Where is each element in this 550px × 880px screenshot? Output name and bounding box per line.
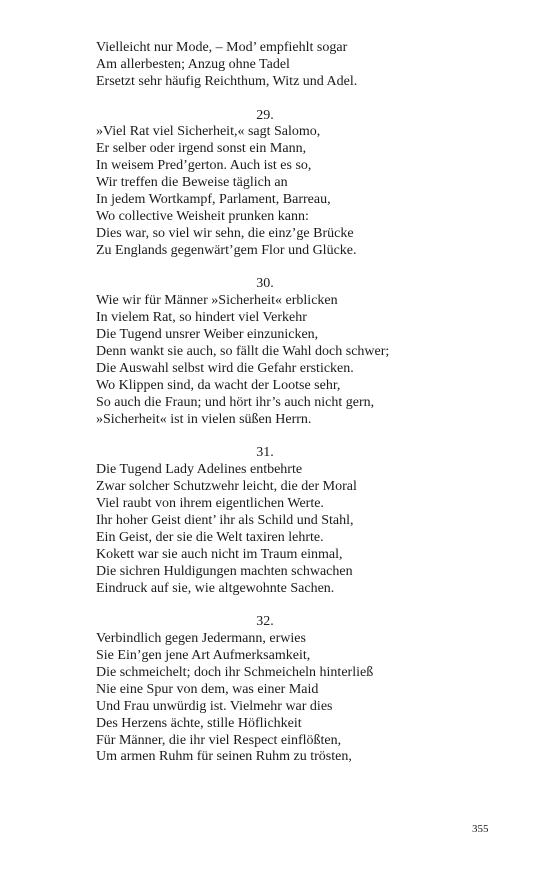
stanza-29 — [96, 108, 456, 260]
poem-line: Kokett war sie auch nicht im Traum einmal, — [96, 546, 343, 562]
poem-line: Die Tugend unsrer Weiber einzunicken, — [96, 327, 319, 343]
poem-line: Die schmeichelt; doch ihr Schmeicheln hinterließ — [96, 664, 374, 680]
stanza-32 — [96, 614, 456, 766]
poem-line: Des Herzens ächte, stille Höflichkeit — [96, 715, 302, 731]
stanza-number: 29. — [256, 107, 274, 123]
poem-line: Ein Geist, der sie die Welt taxiren lehrte. — [96, 529, 324, 545]
poem-line: »Viel Rat viel Sicherheit,« sagt Salomo, — [96, 124, 321, 140]
stanza-number: 30. — [256, 276, 274, 292]
poem-line: Die sichren Huldigungen machten schwachen — [96, 563, 353, 579]
poem-line: Wo Klippen sind, da wacht der Lootse sehr, — [96, 377, 341, 393]
stanza-31 — [96, 445, 456, 597]
poem-line: Nie eine Spur von dem, was einer Maid — [96, 681, 319, 697]
poem-line: Und Frau unwürdig ist. Vielmehr war dies — [96, 698, 333, 714]
poem-line: In jedem Wortkampf, Parlament, Barreau, — [96, 192, 331, 208]
poem-line: Für Männer, die ihr viel Respect einflößten, — [96, 732, 342, 748]
poem-line: Vielleicht nur Mode, – Mod’ empfiehlt sogar — [96, 40, 348, 55]
poem-page — [96, 40, 456, 766]
poem-line: Zwar solcher Schutzwehr leicht, die der Moral — [96, 479, 357, 495]
poem-line: Die Tugend Lady Adelines entbehrte — [96, 462, 303, 478]
poem-line: Wir treffen die Beweise täglich an — [96, 175, 288, 191]
poem-line: »Sicherheit« ist in vielen süßen Herrn. — [96, 411, 312, 427]
poem-line: Wie wir für Männer »Sicherheit« erblicken — [96, 293, 338, 309]
stanza-30 — [96, 276, 456, 428]
poem-line: Denn wankt sie auch, so fällt die Wahl doch schwer; — [96, 344, 390, 360]
poem-line: Um armen Ruhm für seinen Ruhm zu trösten, — [96, 749, 352, 765]
poem-line: Er selber oder irgend sonst ein Mann, — [96, 141, 307, 157]
stanza-number: 32. — [256, 614, 274, 630]
poem-line: Am allerbesten; Anzug ohne Tadel — [96, 56, 290, 72]
stanza-number: 31. — [256, 445, 274, 461]
poem-line: So auch die Fraun; und hört ihr’s auch nicht gern, — [96, 394, 375, 410]
poem-line: Ihr hoher Geist dient’ ihr als Schild und Stahl, — [96, 512, 354, 528]
poem-line: Eindruck auf sie, wie altgewohnte Sachen. — [96, 580, 335, 596]
poem-line: Die Auswahl selbst wird die Gefahr ersticken. — [96, 360, 354, 376]
poem-line: Dies war, so viel wir sehn, die einz’ge Brücke — [96, 225, 354, 241]
poem-line: Zu Englands gegenwärt’gem Flor und Glücke. — [96, 242, 357, 258]
poem-line: Sie Ein’gen jene Art Aufmerksamkeit, — [96, 648, 311, 664]
poem-line: Ersetzt sehr häufig Reichthum, Witz und Adel. — [96, 73, 358, 89]
poem-line: In weisem Pred’gerton. Auch ist es so, — [96, 158, 312, 174]
poem-line: Viel raubt von ihrem eigentlichen Werte. — [96, 496, 324, 512]
poem-line: Verbindlich gegen Jedermann, erwies — [96, 631, 306, 647]
intro-stanza-fragment — [96, 40, 456, 91]
poem-line: Wo collective Weisheit prunken kann: — [96, 208, 309, 224]
page-number: 355 — [472, 823, 489, 835]
poem-line: In vielem Rat, so hindert viel Verkehr — [96, 310, 307, 326]
